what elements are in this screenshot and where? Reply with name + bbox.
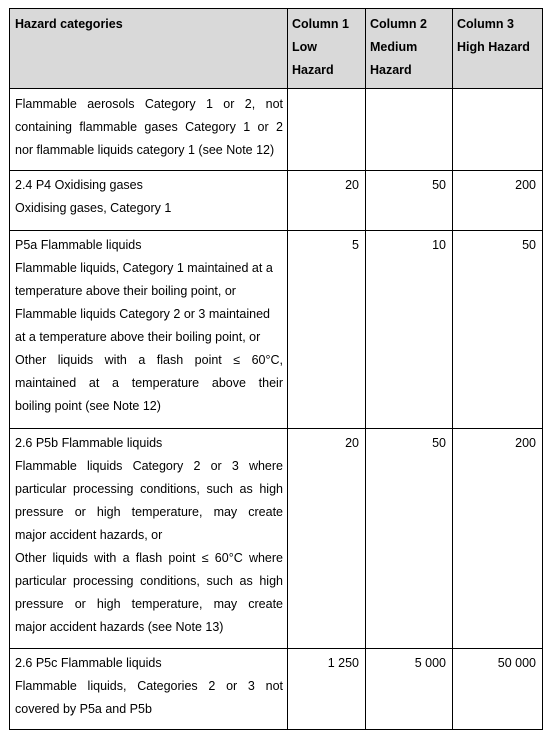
header-hazard-categories bbox=[10, 9, 288, 89]
category-text-line: Flammable liquids, Categories 2 or 3 not bbox=[15, 679, 283, 693]
category-title: 2.6 P5c Flammable liquids bbox=[15, 656, 162, 670]
column-3-value: 200 bbox=[453, 429, 543, 649]
hazard-category-cell bbox=[10, 649, 288, 730]
category-text-line: pressure or high temperature, may create bbox=[15, 597, 283, 611]
table-row bbox=[10, 429, 543, 649]
category-title: P5a Flammable liquids bbox=[15, 238, 142, 252]
category-text-line: covered by P5a and P5b bbox=[15, 702, 152, 716]
column-3-value: 50 000 bbox=[453, 649, 543, 730]
category-text-line: boiling point (see Note 12) bbox=[15, 399, 161, 413]
hazard-category-cell bbox=[10, 429, 288, 649]
column-2-value bbox=[366, 89, 453, 171]
column-3-value: 200 bbox=[453, 171, 543, 231]
table-row bbox=[10, 231, 543, 429]
category-text-line: temperature above their boiling point, or bbox=[15, 284, 236, 298]
hazard-category-cell bbox=[10, 89, 288, 171]
header-column-2-line-3: Hazard bbox=[370, 63, 412, 77]
header-column-3-line-2: High Hazard bbox=[457, 40, 530, 54]
header-column-3-line-1: Column 3 bbox=[457, 17, 514, 31]
column-1-value: 5 bbox=[288, 231, 366, 429]
table-header-row bbox=[10, 9, 543, 89]
table-row bbox=[10, 89, 543, 171]
category-title: 2.6 P5b Flammable liquids bbox=[15, 436, 163, 450]
category-text-line: at a temperature above their boiling point, or bbox=[15, 330, 261, 344]
category-text-line: pressure or high temperature, may create bbox=[15, 505, 283, 519]
category-text-line: Other liquids with a flash point ≤ 60°C, bbox=[15, 353, 283, 367]
column-3-value bbox=[453, 89, 543, 171]
category-text-line: major accident hazards, or bbox=[15, 528, 163, 542]
header-column-1-line-3: Hazard bbox=[292, 63, 334, 77]
header-column-2-line-2: Medium bbox=[370, 40, 418, 54]
header-column-1-line-2: Low bbox=[292, 40, 317, 54]
table-row bbox=[10, 649, 543, 730]
header-column-2 bbox=[366, 9, 453, 89]
category-text-line: major accident hazards (see Note 13) bbox=[15, 620, 224, 634]
column-2-value: 10 bbox=[366, 231, 453, 429]
header-column-1-line-1: Column 1 bbox=[292, 17, 349, 31]
hazard-category-cell bbox=[10, 231, 288, 429]
header-column-2-line-1: Column 2 bbox=[370, 17, 427, 31]
category-text-line: containing flammable gases Category 1 or 2 bbox=[15, 120, 283, 134]
category-title: 2.4 P4 Oxidising gases bbox=[15, 178, 143, 192]
hazard-table bbox=[9, 8, 543, 730]
category-text-line: Oxidising gases, Category 1 bbox=[15, 201, 172, 215]
category-text-line: particular processing conditions, such as high bbox=[15, 482, 283, 496]
category-text-line: particular processing conditions, such as high bbox=[15, 574, 283, 588]
category-text-line: Flammable liquids, Category 1 maintained at a bbox=[15, 261, 273, 275]
header-column-1 bbox=[288, 9, 366, 89]
category-text-line: maintained at a temperature above their bbox=[15, 376, 283, 390]
column-2-value: 50 bbox=[366, 171, 453, 231]
column-1-value: 1 250 bbox=[288, 649, 366, 730]
column-1-value: 20 bbox=[288, 171, 366, 231]
category-text-line: Flammable liquids Category 2 or 3 maintained bbox=[15, 307, 270, 321]
header-hazard-categories-label: Hazard categories bbox=[15, 17, 123, 31]
column-1-value: 20 bbox=[288, 429, 366, 649]
category-text-line: Other liquids with a flash point ≤ 60°C where bbox=[15, 551, 283, 565]
column-2-value: 5 000 bbox=[366, 649, 453, 730]
table-row bbox=[10, 171, 543, 231]
column-1-value bbox=[288, 89, 366, 171]
category-text-line: nor flammable liquids category 1 (see Note 12) bbox=[15, 143, 275, 157]
category-text-line: Flammable liquids Category 2 or 3 where bbox=[15, 459, 283, 473]
category-text-line: Flammable aerosols Category 1 or 2, not bbox=[15, 97, 283, 111]
header-column-3 bbox=[453, 9, 543, 89]
column-3-value: 50 bbox=[453, 231, 543, 429]
column-2-value: 50 bbox=[366, 429, 453, 649]
hazard-table-wrapper bbox=[9, 8, 542, 730]
hazard-category-cell bbox=[10, 171, 288, 231]
